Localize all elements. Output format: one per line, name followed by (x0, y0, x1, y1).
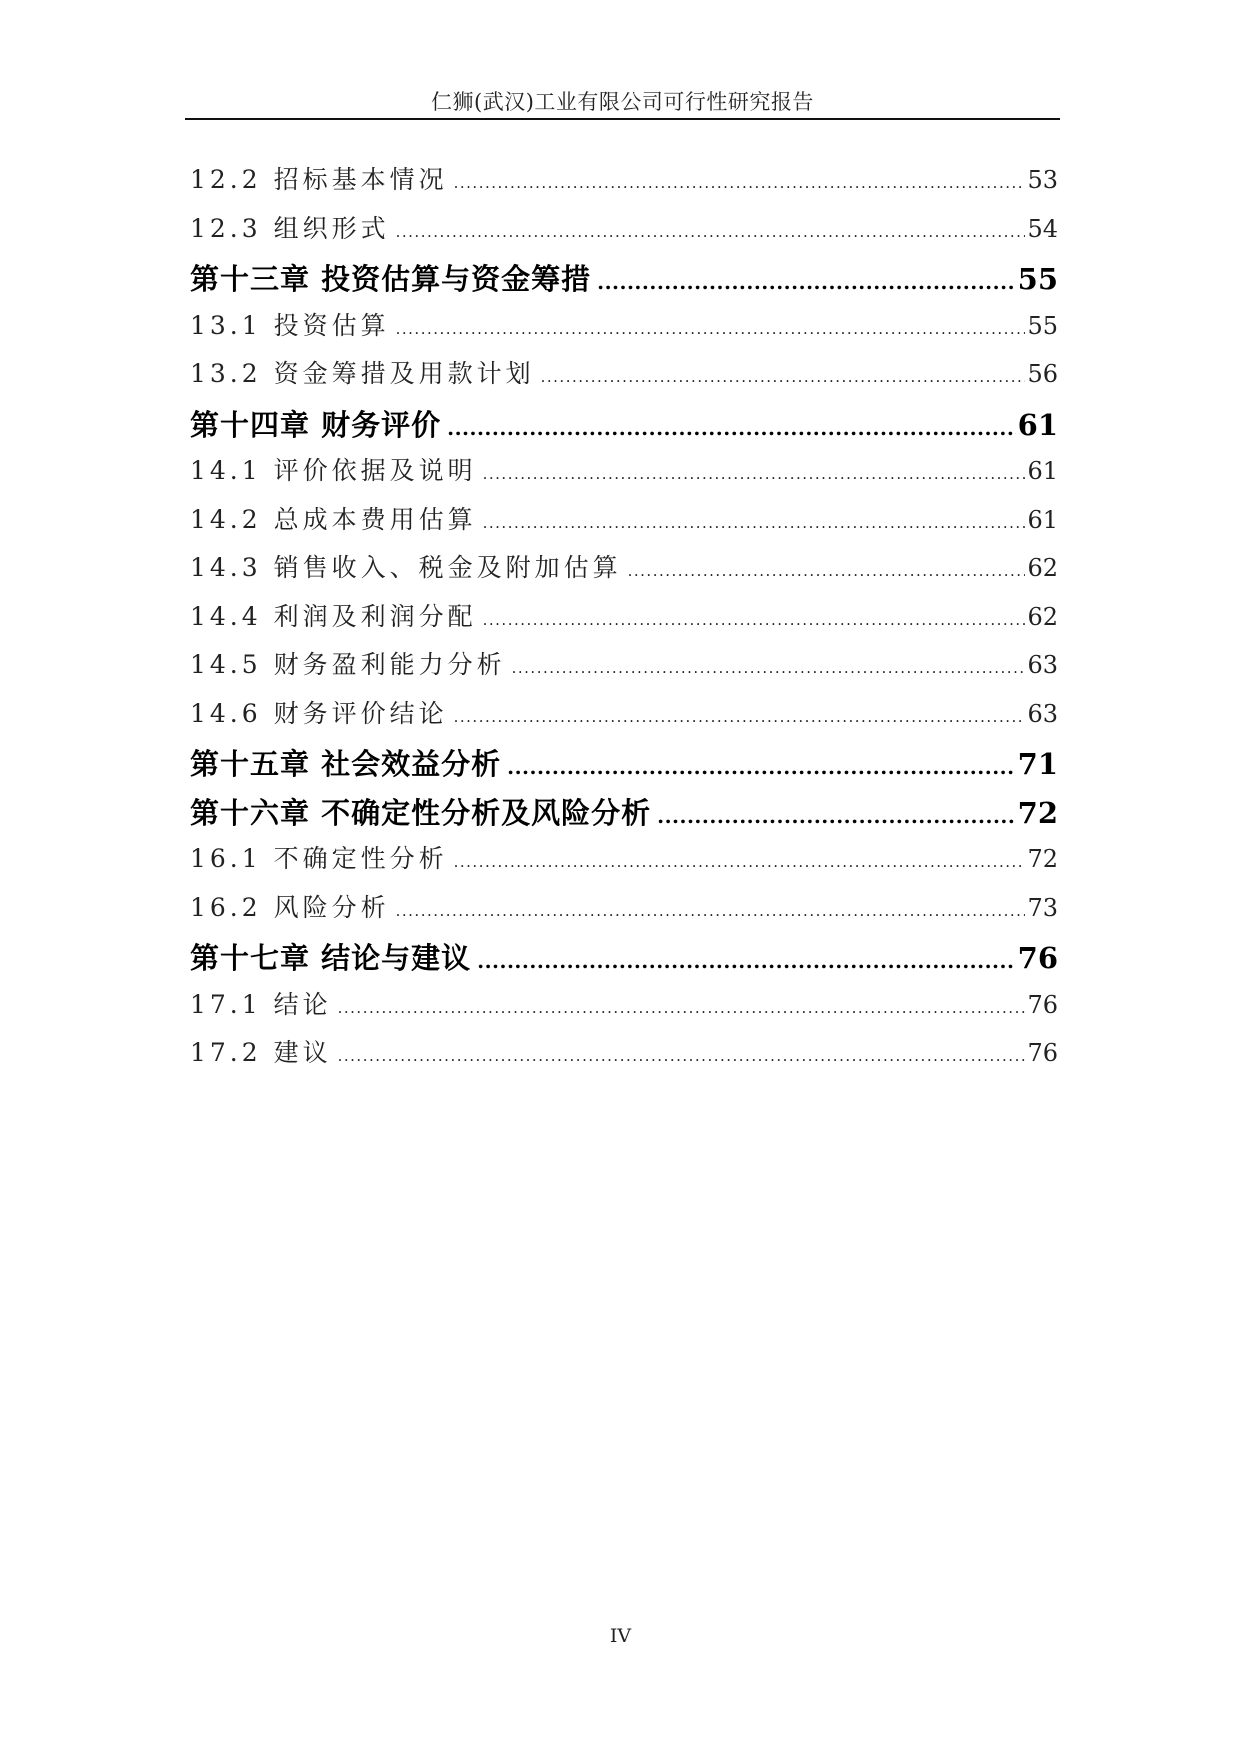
toc-entry-label: 14.4 利润及利润分配 (190, 601, 477, 631)
toc-entry-page-number: 76 (1027, 990, 1058, 1019)
toc-entry-page-number: 76 (1017, 941, 1058, 975)
toc-entry-page-number: 53 (1027, 166, 1058, 194)
table-of-contents (190, 160, 1058, 1082)
toc-entry-label: 14.1 评价依据及说明 (190, 456, 477, 485)
toc-entry-label: 第十六章 不确定性分析及风险分析 (190, 795, 652, 830)
toc-section-entry[interactable] (190, 597, 1058, 646)
toc-entry-label: 14.3 销售收入、税金及附加估算 (190, 553, 622, 582)
toc-dot-leader (597, 270, 1016, 294)
page-header-title: 仁狮(武汉)工业有限公司可行性研究报告 (431, 90, 814, 114)
toc-entry-label: 12.2 招标基本情况 (190, 165, 448, 194)
toc-entry-label: 第十四章 财务评价 (190, 407, 442, 442)
toc-section-entry[interactable] (190, 451, 1058, 500)
toc-entry-page-number: 63 (1027, 651, 1058, 679)
toc-entry-label: 17.2 建议 (190, 1038, 332, 1067)
toc-chapter-entry[interactable] (190, 791, 1058, 840)
toc-dot-leader (338, 1047, 1026, 1065)
toc-dot-leader (507, 755, 1016, 779)
toc-dot-leader (483, 611, 1026, 629)
toc-entry-page-number: 61 (1017, 407, 1058, 442)
toc-entry-page-number: 56 (1027, 360, 1058, 388)
toc-entry-page-number: 61 (1027, 457, 1058, 485)
toc-dot-leader (454, 174, 1026, 192)
header-rule (185, 118, 1060, 120)
toc-section-entry[interactable] (190, 354, 1058, 403)
toc-entry-label: 12.3 组织形式 (190, 213, 390, 243)
toc-dot-leader (396, 320, 1026, 338)
toc-dot-leader (657, 804, 1016, 828)
toc-dot-leader (512, 659, 1026, 677)
toc-chapter-entry[interactable] (190, 257, 1058, 306)
toc-entry-page-number: 55 (1017, 262, 1058, 296)
toc-entry-label: 第十五章 社会效益分析 (190, 747, 502, 781)
page-footer-number: IV (609, 1625, 632, 1647)
toc-entry-page-number: 61 (1027, 505, 1058, 534)
toc-dot-leader (483, 514, 1026, 532)
toc-entry-label: 16.2 风险分析 (190, 892, 390, 922)
toc-dot-leader (477, 949, 1016, 973)
toc-entry-label: 第十七章 结论与建议 (190, 941, 472, 975)
toc-entry-label: 第十三章 投资估算与资金筹措 (190, 262, 592, 296)
toc-section-entry[interactable] (190, 985, 1058, 1034)
toc-entry-page-number: 73 (1027, 893, 1058, 922)
toc-entry-page-number: 62 (1027, 602, 1058, 631)
toc-entry-label: 14.2 总成本费用估算 (190, 504, 477, 534)
toc-entry-label: 14.5 财务盈利能力分析 (190, 650, 506, 679)
toc-chapter-entry[interactable] (190, 403, 1058, 452)
toc-entry-page-number: 55 (1027, 311, 1058, 340)
toc-dot-leader (396, 223, 1026, 241)
toc-dot-leader (454, 853, 1026, 871)
toc-dot-leader (628, 562, 1026, 580)
toc-dot-leader (454, 708, 1026, 726)
toc-section-entry[interactable] (190, 645, 1058, 694)
toc-section-entry[interactable] (190, 548, 1058, 597)
toc-entry-label: 13.1 投资估算 (190, 310, 390, 340)
toc-dot-leader (483, 465, 1026, 483)
toc-section-entry[interactable] (190, 888, 1058, 937)
toc-section-entry[interactable] (190, 306, 1058, 355)
toc-chapter-entry[interactable] (190, 742, 1058, 791)
toc-chapter-entry[interactable] (190, 936, 1058, 985)
toc-entry-label: 14.6 财务评价结论 (190, 698, 448, 728)
toc-entry-page-number: 63 (1027, 699, 1058, 728)
toc-dot-leader (447, 416, 1016, 440)
toc-section-entry[interactable] (190, 1033, 1058, 1082)
toc-entry-page-number: 54 (1027, 214, 1058, 243)
toc-section-entry[interactable] (190, 694, 1058, 743)
toc-dot-leader (396, 902, 1026, 920)
toc-entry-page-number: 76 (1027, 1039, 1058, 1067)
toc-entry-page-number: 71 (1017, 747, 1058, 781)
toc-entry-page-number: 72 (1017, 795, 1058, 830)
toc-dot-leader (338, 999, 1026, 1017)
toc-section-entry[interactable] (190, 500, 1058, 549)
toc-section-entry[interactable] (190, 160, 1058, 209)
toc-entry-label: 16.1 不确定性分析 (190, 844, 448, 873)
toc-entry-page-number: 72 (1027, 845, 1058, 873)
toc-section-entry[interactable] (190, 839, 1058, 888)
toc-entry-label: 13.2 资金筹措及用款计划 (190, 359, 535, 388)
toc-entry-page-number: 62 (1027, 554, 1058, 582)
toc-entry-label: 17.1 结论 (190, 989, 332, 1019)
toc-section-entry[interactable] (190, 209, 1058, 258)
toc-dot-leader (541, 368, 1026, 386)
